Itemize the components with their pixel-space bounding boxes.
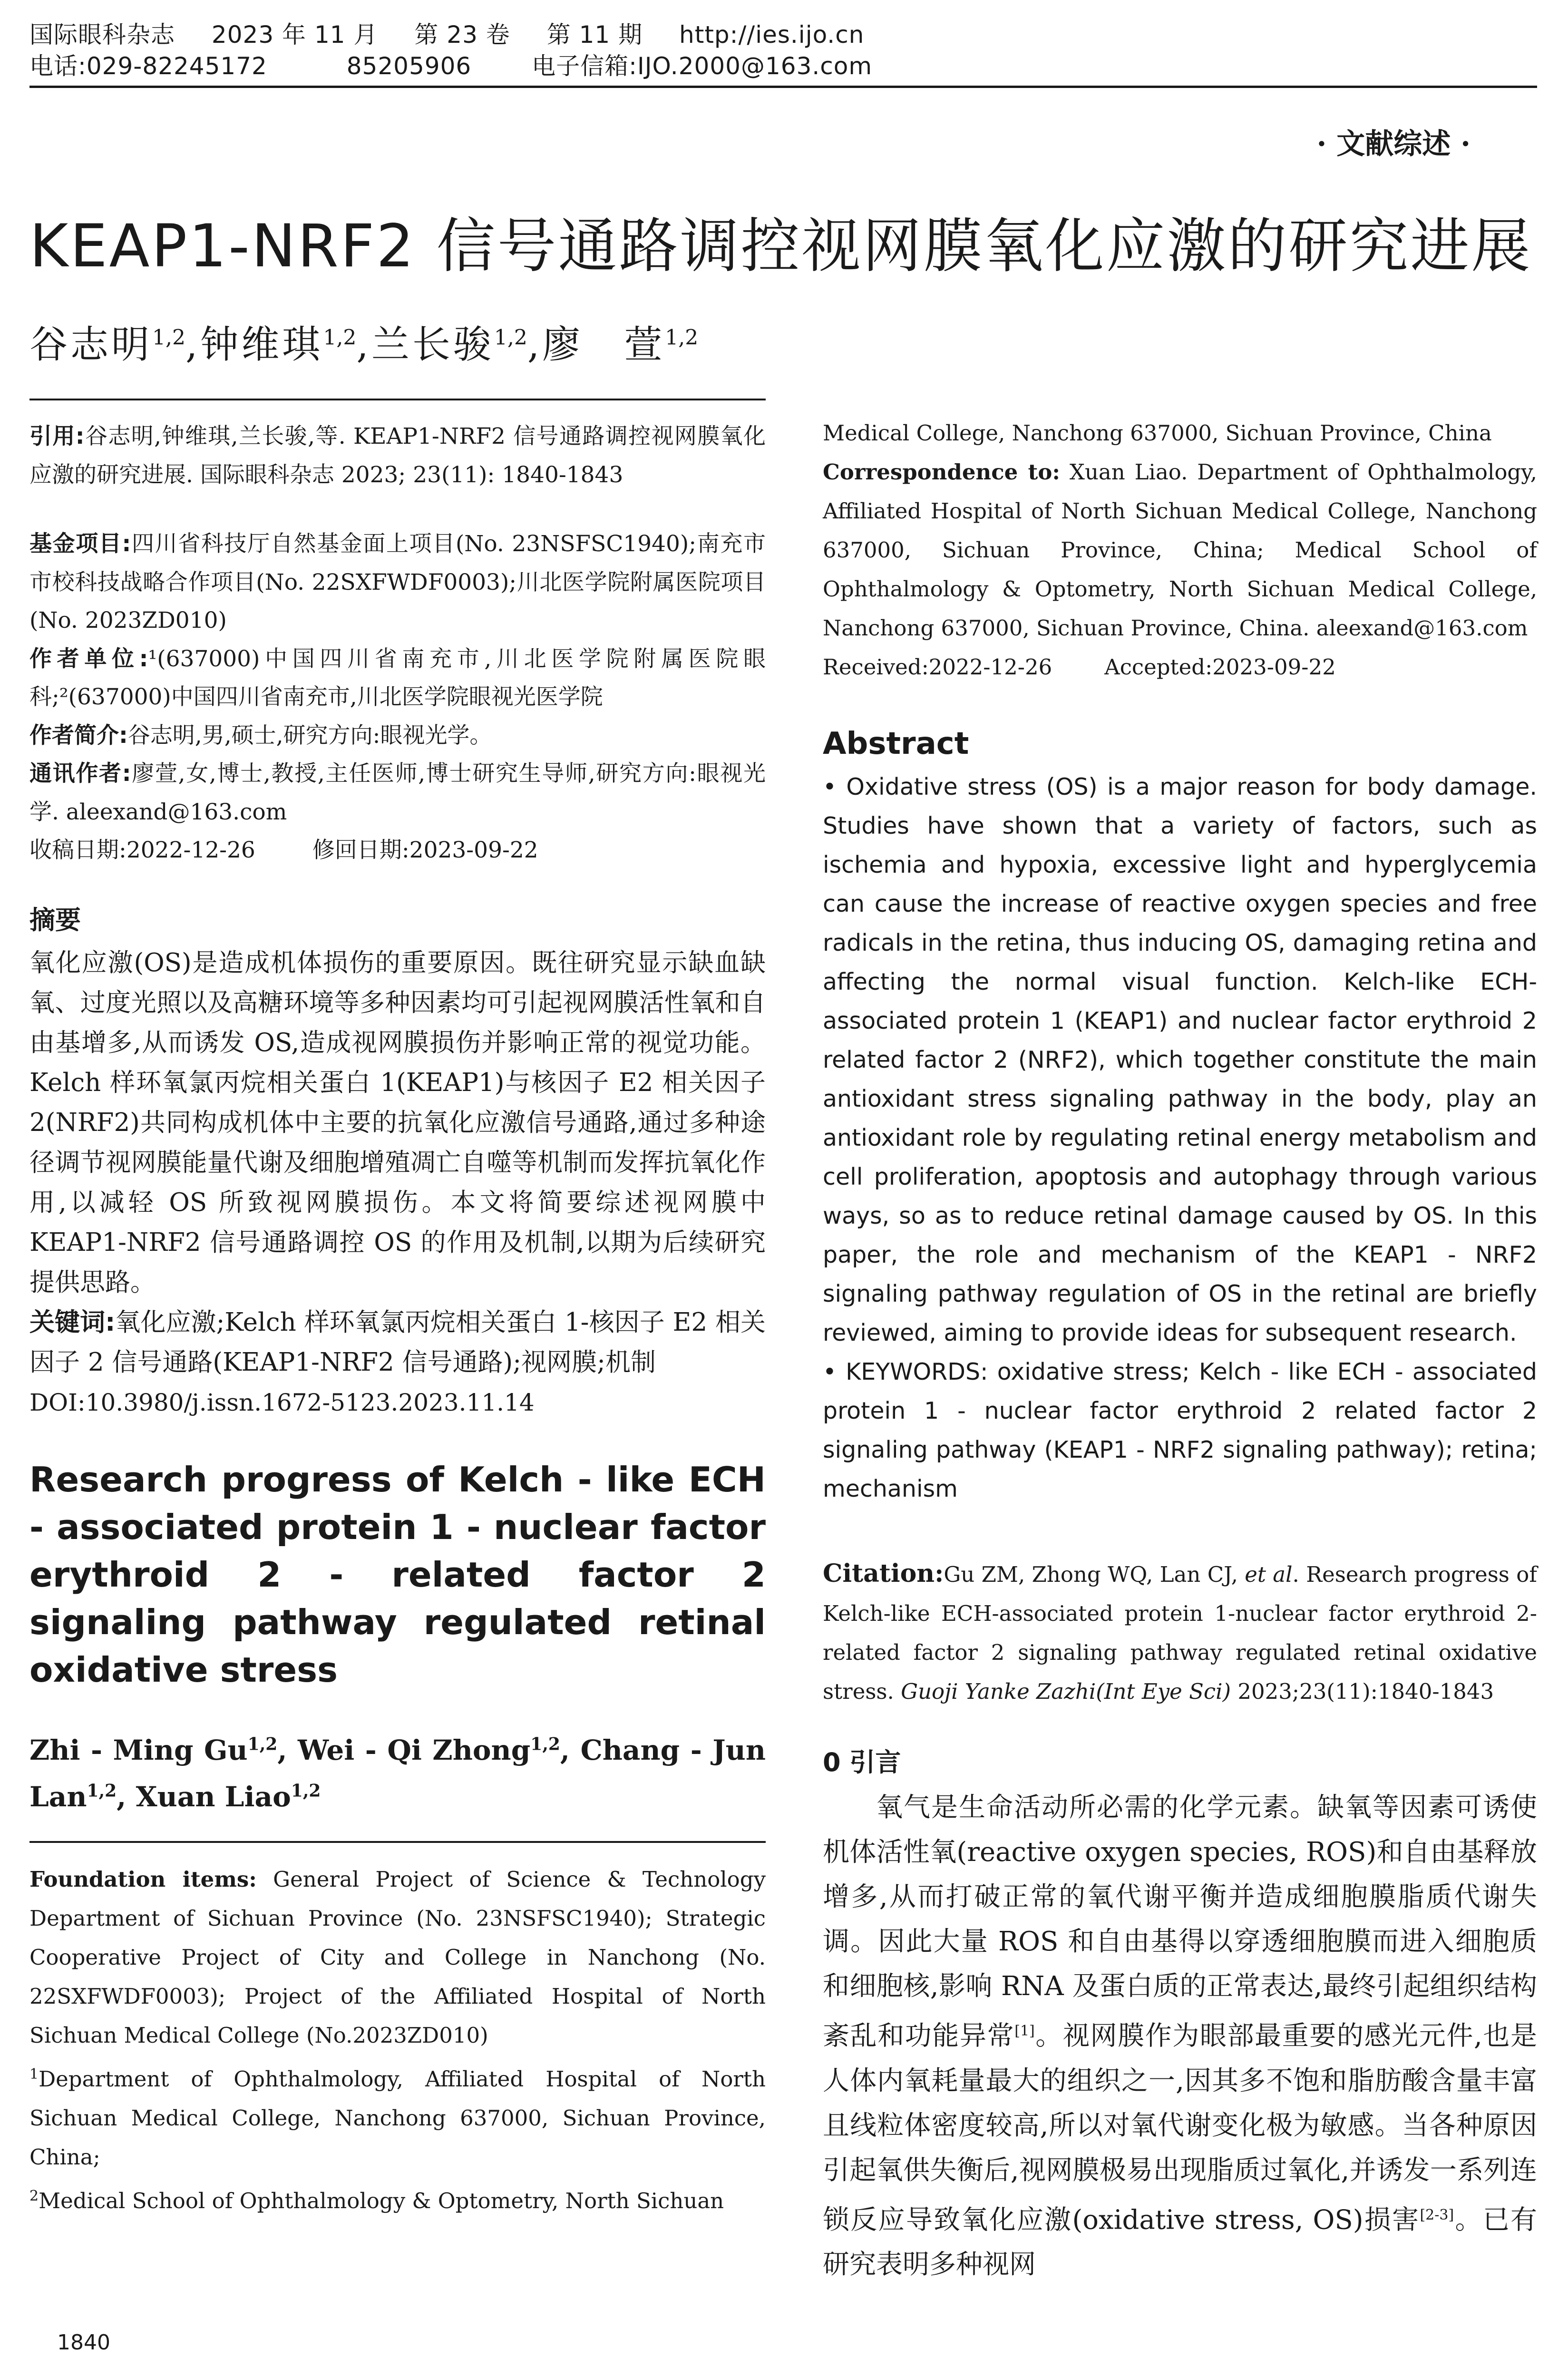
author-cn: 兰长骏$^{1,2}$, [371, 322, 543, 367]
journal-url[interactable]: http://ies.ijo.cn [679, 21, 865, 49]
author-cn: 廖 萱$^{1,2}$ [542, 322, 699, 367]
author-en: Xuan Liao$^{1,2}$ [136, 1781, 321, 1813]
affiliation-2: $^2$Medical School of Ophthalmology & Optometry, North Sichuan [29, 2188, 724, 2214]
affiliation-2-cont: Medical College, Nanchong 637000, Sichuan Province, China Correspondence to: Xuan Liao. Department of Ophthalmology, Affiliated Hospital of North Sichuan Medical College, Nanchong 637000, Sichuan Province, China; Medical School of Ophthalmology & Optometry, North Sichuan Medical College, Nanchong 637000, Sichuan Province, China. aleexand@163.com Received:2022-12-26 Accepted:2023-09-22 [823, 414, 1537, 687]
abstract-en: • Oxidative stress (OS) is a major reason for body damage. Studies have shown that a variety of factors, such as ischemia and hypoxia, excessive light and hyperglycemia can cause the increase of reactive oxygen species and free radicals in the retina, thus inducing OS, damaging retina and affecting the normal visual function. Kelch-like ECH-associated protein 1 (KEAP1) and nuclear factor erythroid 2 related factor 2 (NRF2), which together constitute the main antioxidant stress signaling pathway in the body, play an antioxidant role by regulating retinal energy metabolism and cell proliferation, apoptosis and autophagy through various ways, so as to reduce retinal damage caused by OS. In this paper, the role and mechanism of the KEAP1 - NRF2 signaling pathway regulation of OS in the retinal are briefly reviewed, aiming to provide ideas for subsequent research. • KEYWORDS: oxidative stress; Kelch - like ECH - associated protein 1 - nuclear factor erythroid 2 related factor 2 signaling pathway (KEAP1 - NRF2 signaling pathway); retina; mechanism [823, 768, 1537, 1509]
authors-en [29, 1724, 766, 1818]
author-en: Wei - Qi Zhong$^{1,2}$, [297, 1734, 581, 1766]
phone: 电话:029-82245172 [29, 52, 267, 80]
bio-cn: 作者简介:谷志明,男,硕士,研究方向:眼视光学。 [29, 722, 492, 749]
citation-en: Citation:Gu ZM, Zhong WQ, Lan CJ, et al. Research progress of Kelch-like ECH-associated protein 1-nuclear factor erythroid 2-related factor 2 signaling pathway regulated retinal oxidative stress. Guoji Yanke Zazhi(Int Eye Sci) 2023;23(11):1840-1843 [823, 1559, 1537, 1704]
header-line-2 [29, 50, 1542, 82]
correspondence-en: Correspondence to: Xuan Liao. Department of Ophthalmology, Affiliated Hospital of North Sichuan Medical College, Nanchong 637000, Sichuan Province, China; Medical School of Ophthalmology & Optometry, North Sichuan Medical College, Nanchong 637000, Sichuan Province, China. aleexand@163.com [823, 459, 1537, 641]
title-rule-left [29, 399, 766, 400]
abstract-cn: 氧化应激(OS)是造成机体损伤的重要原因。既往研究显示缺血缺氧、过度光照以及高糖环境等多种因素均可引起视网膜活性氧和自由基增多,从而诱发 OS,造成视网膜损伤并影响正常的视觉功能。Kelch 样环氧氯丙烷相关蛋白 1(KEAP1)与核因子 E2 相关因子 2(NRF2)共同构成机体中主要的抗氧化应激信号通路,通过多种途径调节视网膜能量代谢及细胞增殖凋亡自噬等机制而发挥抗氧化作用,以减轻 OS 所致视网膜损伤。本文将简要综述视网膜中 KEAP1-NRF2 信号通路调控 OS 的作用及机制,以期为后续研究提供思路。 [29, 948, 766, 1297]
abstract-heading-cn: 摘要 [29, 905, 81, 935]
corr-cn: 通讯作者:廖萱,女,博士,教授,主任医师,博士研究生导师,研究方向:眼视光学. aleexand@163.com [29, 760, 766, 825]
intro-heading: 0 引言 [823, 1747, 901, 1777]
section-tag: · 文献综述 · [1316, 127, 1471, 161]
left-column [29, 418, 766, 2221]
dates-cn: 收稿日期:2022-12-26 修回日期:2023-09-22 [29, 837, 538, 863]
citation-cn: 引用:谷志明,钟维琪,兰长骏,等. KEAP1-NRF2 信号通路调控视网膜氧化应激的研究进展. 国际眼科杂志 2023; 23(11): 1840-1843 [29, 423, 766, 488]
ref-link[interactable]: [1] [1014, 2023, 1035, 2039]
journal-name: 国际眼科杂志 [29, 21, 175, 49]
dates-en: Received:2022-12-26 Accepted:2023-09-22 [823, 654, 1336, 680]
bullet-icon: • [823, 1358, 846, 1385]
unit-cn: 作者单位:¹(637000)中国四川省南充市,川北医学院附属医院眼科;²(637000)中国四川省南充市,川北医学院眼视光医学院 [29, 645, 766, 710]
volume: 第 23 卷 [414, 21, 510, 49]
issue-date: 2023 年 11 月 [211, 21, 378, 49]
author-cn: 钟维琪$^{1,2}$, [200, 322, 371, 367]
foundation-en: Foundation items: General Project of Science & Technology Department of Sichuan Province (No. 23NSFSC1940); Strategic Cooperative Project of City and College in Nanchong (No. 22SXFWDF0003); Project of the Affiliated Hospital of North Sichuan Medical College (No.2023ZD010) $^1$Department of Ophthalmology, Affiliated Hospital of North Sichuan Medical College, Nanchong 637000, Sichuan Province, China; $^2$Medical School of Ophthalmology & Optometry, North Sichuan [29, 1860, 766, 2221]
intro-body: 氧气是生命活动所必需的化学元素。缺氧等因素可诱使机体活性氧(reactive oxygen species, ROS)和自由基释放增多,从而打破正常的氧代谢平衡并造成细胞膜脂质代谢失调。因此大量 ROS 和自由基得以穿透细胞膜而进入细胞质和细胞核,影响 RNA 及蛋白质的正常表达,最终引起组织结构紊乱和功能异常[1]。视网膜作为眼部最重要的感光元件,也是人体内氧耗量最大的组织之一,因其多不饱和脂肪酸含量丰富且线粒体密度较高,所以对氧代谢变化极为敏感。当各种原因引起氧供失衡后,视网膜极易出现脂质过氧化,并诱发一系列连锁反应导致氧化应激(oxidative stress, OS)损害[2-3]。已有研究表明多种视网 [823, 1792, 1538, 2280]
issue: 第 11 期 [546, 21, 643, 49]
page-number: 1840 [57, 2330, 110, 2355]
affiliation-1: $^1$Department of Ophthalmology, Affiliated Hospital of North Sichuan Medical College, Nanchong 637000, Sichuan Province, China; [29, 2066, 766, 2170]
author-en: Chang - Jun Lan$^{1,2}$, [29, 1734, 766, 1813]
running-header [29, 19, 1542, 82]
ref-link[interactable]: [2-3] [1420, 2206, 1454, 2223]
authors-cn [29, 314, 698, 369]
article-title-en: Research progress of Kelch - like ECH - associated protein 1 - nuclear factor erythroid 2 - related factor 2 signaling pathway regulated retinal oxidative stress [29, 1459, 766, 1690]
abstract-heading-en: Abstract [823, 726, 969, 761]
journal-email[interactable]: 电子信箱:IJO.2000@163.com [532, 52, 873, 80]
author-cn: 谷志明$^{1,2}$, [29, 322, 201, 367]
bullet-icon: • [823, 773, 847, 800]
fund-cn: 基金项目:四川省科技厅自然基金面上项目(No. 23NSFSC1940);南充市市校科技战略合作项目(No. 22SXFWDF0003);川北医学院附属医院项目(No. 2023ZD010) [29, 531, 766, 633]
article-title-cn: KEAP1-NRF2 信号通路调控视网膜氧化应激的研究进展 [29, 212, 1532, 281]
keywords-cn: 关键词:氧化应激;Kelch 样环氧氯丙烷相关蛋白 1-核因子 E2 相关因子 2 信号通路(KEAP1-NRF2 信号通路);视网膜;机制 [29, 1307, 766, 1377]
header-line-1 [29, 19, 1542, 50]
doi[interactable]: DOI:10.3980/j.issn.1672-5123.2023.11.14 [29, 1388, 535, 1416]
article-meta-cn [29, 418, 766, 870]
right-column [823, 414, 1537, 2287]
phone-2: 85205906 [346, 52, 472, 80]
header-rule [29, 86, 1537, 88]
authors-en-rule [29, 1817, 766, 1843]
author-en: Zhi - Ming Gu$^{1,2}$, [29, 1734, 298, 1766]
keywords-en: • KEYWORDS: oxidative stress; Kelch - like ECH - associated protein 1 - nuclear factor erythroid 2 related factor 2 signaling pathway (KEAP1 - NRF2 signaling pathway); retina; mechanism [823, 1358, 1537, 1502]
